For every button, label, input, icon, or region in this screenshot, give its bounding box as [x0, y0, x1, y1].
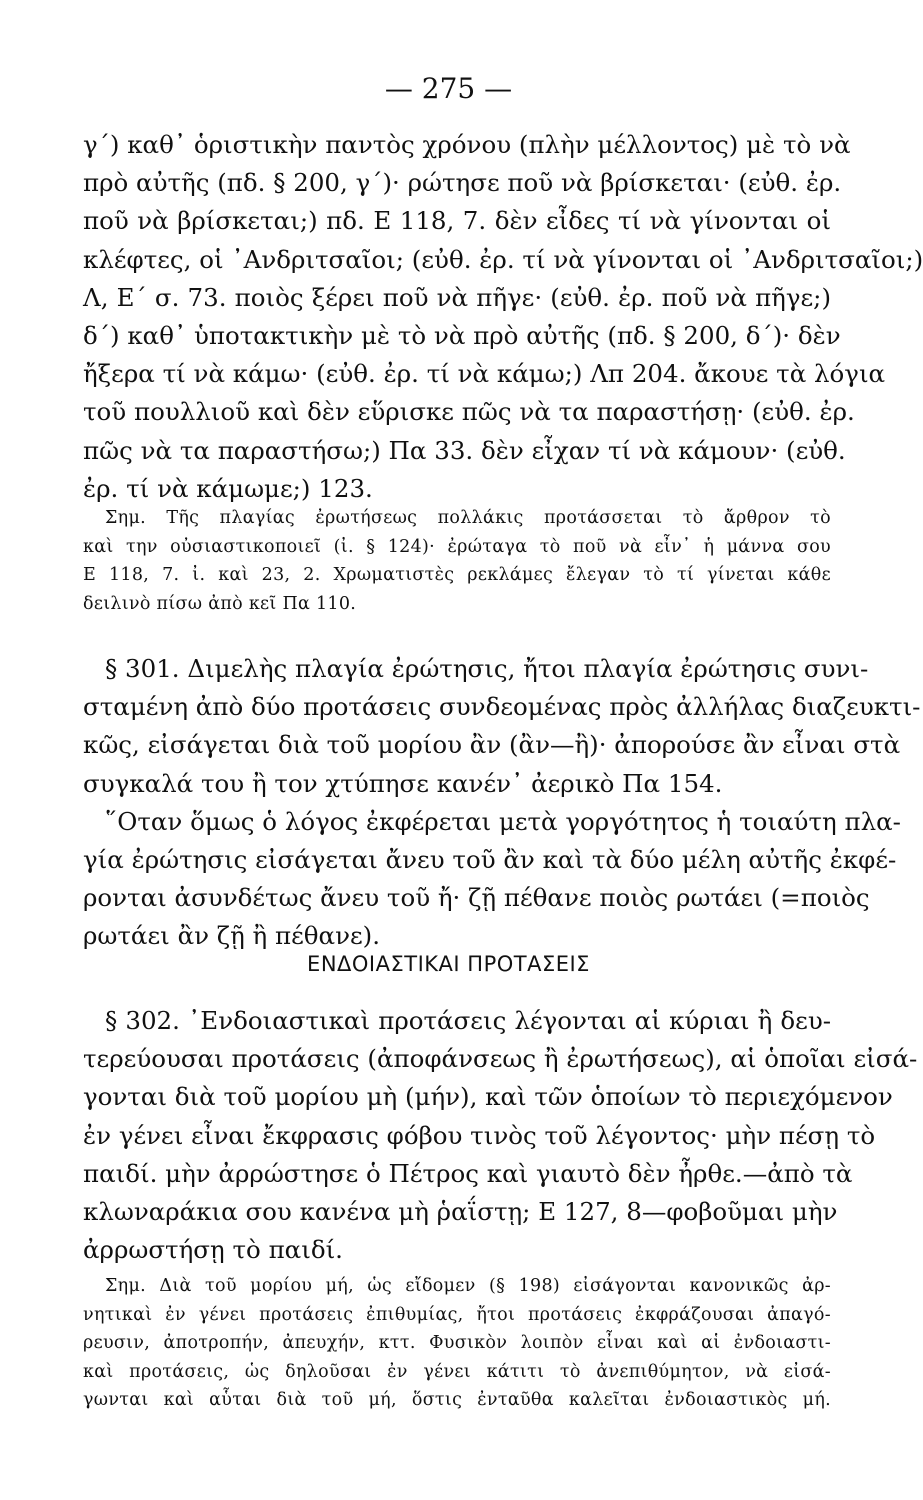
- note-line: Σημ. Διὰ τοῦ μορίου μή, ὡς εἴδομεν (§ 198) εἰσάγονται κανονικῶς ἀρ-: [105, 1276, 831, 1296]
- text-line: δ΄) καθ᾽ ὑποτακτικὴν μὲ τὸ νὰ πρὸ αὐτῆς (πδ. § 200, δ΄)· δὲν: [83, 320, 841, 350]
- note-line: δειλινὸ πίσω ἀπὸ κεῖ Πα 110.: [83, 593, 357, 614]
- text-line: κῶς, εἰσάγεται διὰ τοῦ μορίου ἂν (ἂν—ἢ)· ἀπορούσε ἂν εἶναι στὰ: [83, 730, 901, 760]
- text-line: κλωναράκια σου κανένα μὴ ῥαΐστῃ; Ε 127, 8—φοβοῦμαι μὴν: [83, 1196, 838, 1226]
- text-line: Λ, Ε΄ σ. 73. ποιὸς ξέρει ποῦ νὰ πῆγε· (εὐθ. ἐρ. ποῦ νὰ πῆγε;): [83, 282, 831, 312]
- text-line: γ΄) καθ᾽ ὁριστικὴν παντὸς χρόνου (πλὴν μέλλοντος) μὲ τὸ νὰ: [83, 130, 851, 159]
- note-line: καὶ την οὐσιαστικοποιεῖ (ἰ. § 124)· ἐρώταγα τὸ ποῦ νὰ εἶν᾽ ἡ μάννα σου: [83, 536, 831, 557]
- text-line: γονται διὰ τοῦ μορίου μὴ (μήν), καὶ τῶν ὁποίων τὸ περιεχόμενον: [83, 1082, 893, 1112]
- note-line: καὶ προτάσεις, ὡς δηλοῦσαι ἐν γένει κάτιτι τὸ ἀνεπιθύμητον, νὰ εἰσά-: [83, 1361, 831, 1382]
- text-line: πῶς νὰ τα παραστήσω;) Πα 33. δὲν εἶχαν τί νὰ κάμουν· (εὐθ.: [83, 435, 846, 465]
- text-line: § 301. Διμελὴς πλαγία ἐρώτησις, ἤτοι πλαγία ἐρώτησις συνι-: [105, 654, 869, 683]
- text-line: ποῦ νὰ βρίσκεται;) πδ. Ε 118, 7. δὲν εἶδες τί νὰ γίνονται οἱ: [83, 206, 831, 236]
- text-line: ἤξερα τί νὰ κάμω· (εὐθ. ἐρ. τί νὰ κάμω;) Λπ 204. ἄκουε τὰ λόγια: [83, 359, 886, 389]
- note-article: [83, 504, 831, 618]
- page-number: — 275 —: [384, 72, 513, 105]
- note-line: ρευσιν, ἀποτροπήν, ἀπευχήν, κττ. Φυσικὸν λοιπὸν εἶναι καὶ αἱ ἐνδοιαστι-: [83, 1333, 831, 1353]
- text-line: ἐν γένει εἶναι ἔκφρασις φόβου τινὸς τοῦ λέγοντος· μὴν πέσῃ τὸ: [83, 1120, 876, 1150]
- paragraph-301: [83, 650, 921, 956]
- paragraph-300-cases: [83, 126, 923, 508]
- text-line: ἀρρωστήσῃ τὸ παιδί.: [83, 1235, 343, 1265]
- text-line: σταμένη ἀπὸ δύο προτάσεις συνδεομένας πρὸς ἀλλήλας διαζευκτι-: [83, 692, 921, 722]
- text-line: ρονται ἀσυνδέτως ἄνευ τοῦ ἤ· ζῇ πέθανε ποιὸς ρωτάει (=ποιὸς: [83, 883, 870, 913]
- text-line: § 302. ᾽Ενδοιαστικαὶ προτάσεις λέγονται αἱ κύριαι ἢ δευ-: [105, 1006, 831, 1035]
- note-line: Ε 118, 7. ἰ. καὶ 23, 2. Χρωματιστὲς ρεκλάμες ἔλεγαν τὸ τί γίνεται κάθε: [83, 565, 831, 585]
- text-line: τερεύουσαι προτάσεις (ἀποφάνσεως ἢ ἐρωτήσεως), αἱ ὁποῖαι εἰσά-: [83, 1044, 918, 1074]
- text-line: ἐρ. τί νὰ κάμωμε;) 123.: [83, 473, 373, 503]
- note-me: [83, 1272, 831, 1415]
- text-line: τοῦ πουλλιοῦ καὶ δὲν εὕρισκε πῶς νὰ τα παραστήσῃ· (εὐθ. ἐρ.: [83, 397, 855, 427]
- note-line: Σημ. Τῆς πλαγίας ἐρωτήσεως πολλάκις προτάσσεται τὸ ἄρθρον τὸ: [105, 508, 831, 528]
- text-line: πρὸ αὐτῆς (πδ. § 200, γ΄)· ρώτησε ποῦ νὰ βρίσκεται· (εὐθ. ἐρ.: [83, 168, 842, 198]
- text-line: κλέφτες, οἱ ᾽Ανδριτσαῖοι; (εὐθ. ἐρ. τί νὰ γίνονται οἱ ᾽Ανδριτσαῖοι;): [83, 244, 923, 274]
- text-line: συγκαλά του ἢ τον χτύπησε κανέν᾽ ἀερικὸ Πα 154.: [83, 768, 723, 798]
- section-heading: ΕΝΔΟΙΑΣΤΙΚΑΙ ΠΡΟΤΑΣΕΙΣ: [307, 952, 590, 976]
- note-line: γωνται καὶ αὗται διὰ τοῦ μή, ὅστις ἐνταῦθα καλεῖται ἐνδοιαστικὸς μή.: [83, 1390, 831, 1410]
- text-line: γία ἐρώτησις εἰσάγεται ἄνευ τοῦ ἂν καὶ τὰ δύο μέλη αὐτῆς ἐκφέ-: [83, 844, 897, 874]
- text-line: παιδί. μὴν ἀρρώστησε ὁ Πέτρος καὶ γιαυτὸ δὲν ἦρθε.—ἀπὸ τὰ: [83, 1158, 853, 1188]
- note-line: νητικαὶ ἐν γένει προτάσεις ἐπιθυμίας, ἤτοι προτάσεις ἐκφράζουσαι ἀπαγό-: [83, 1304, 831, 1325]
- text-line: ῞Οταν ὅμως ὁ λόγος ἐκφέρεται μετὰ γοργότητος ἡ τοιαύτη πλα-: [105, 806, 901, 836]
- text-line: ρωτάει ἂν ζῇ ἢ πέθανε).: [83, 921, 381, 951]
- paragraph-302: [83, 1002, 918, 1269]
